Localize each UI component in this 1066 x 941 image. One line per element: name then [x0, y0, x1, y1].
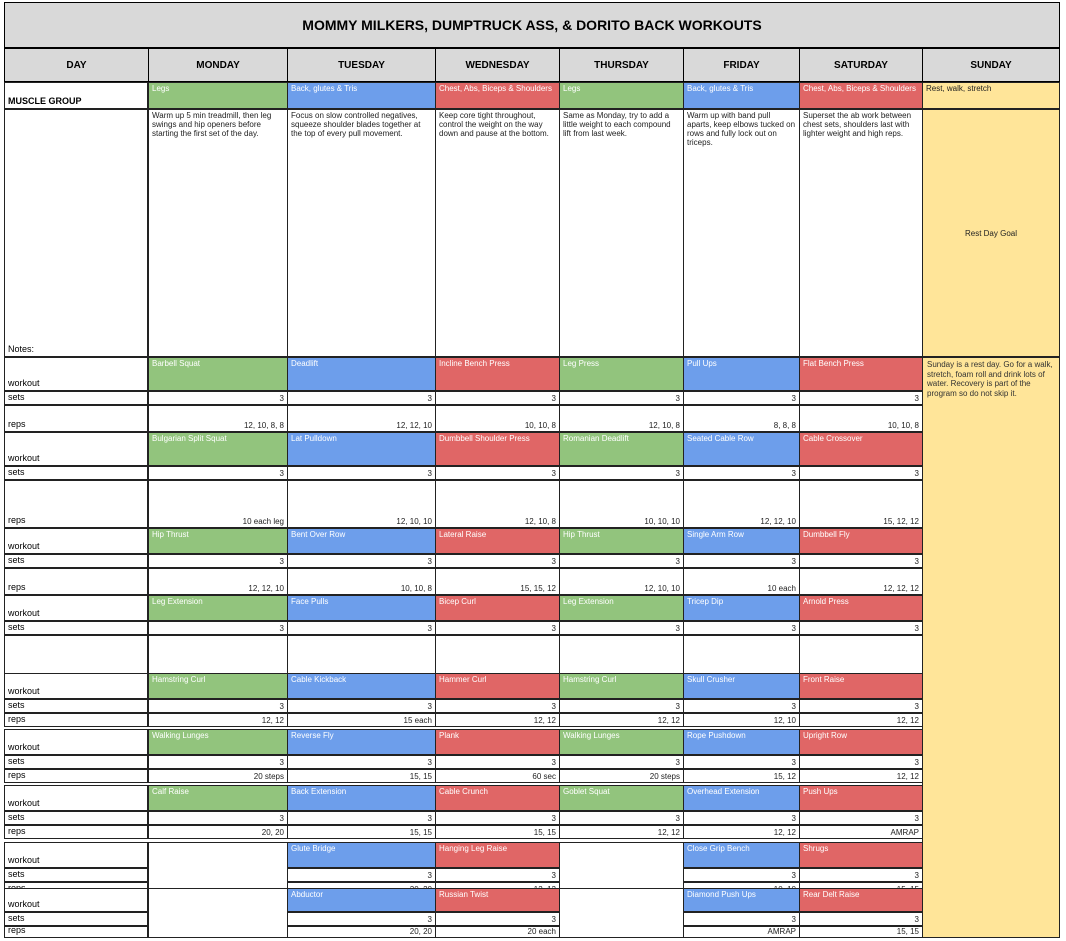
reps-friday[interactable]: 8, 8, 8 — [683, 405, 800, 432]
workout-tuesday[interactable]: Deadlift — [287, 357, 436, 391]
workout-saturday[interactable]: Flat Bench Press — [799, 357, 923, 391]
muscle-group-monday[interactable]: Legs — [148, 82, 288, 109]
muscle-group-friday[interactable]: Back, glutes & Tris — [683, 82, 800, 109]
workout-thursday[interactable]: Hip Thrust — [559, 528, 684, 554]
workout-wednesday[interactable]: Hanging Leg Raise — [435, 842, 560, 868]
sets-friday[interactable]: 3 — [683, 868, 800, 882]
sets-thursday[interactable]: 3 — [559, 699, 684, 713]
row-label-reps: reps — [4, 825, 148, 839]
sets-tuesday[interactable]: 3 — [287, 391, 436, 405]
row-label-notes: Notes: — [4, 109, 148, 357]
notes-tuesday[interactable]: Focus on slow controlled negatives, squeeze shoulder blades together at the top of every pull movement. — [287, 109, 436, 357]
workout-tuesday[interactable]: Face Pulls — [287, 595, 436, 621]
reps-thursday[interactable]: 20 steps — [559, 769, 684, 783]
row-label-reps: reps — [4, 713, 148, 727]
header-sunday: SUNDAY — [922, 48, 1060, 82]
muscle-group-sunday[interactable]: Rest, walk, stretch — [922, 82, 1060, 109]
sets-monday[interactable]: 3 — [148, 621, 288, 635]
reps-friday[interactable]: AMRAP — [683, 926, 800, 938]
row-label-reps: reps — [4, 769, 148, 783]
sets-thursday[interactable]: 3 — [559, 811, 684, 825]
sets-tuesday[interactable]: 3 — [287, 868, 436, 882]
row-label-workout: workout — [4, 673, 148, 699]
workout-friday[interactable]: Single Arm Row — [683, 528, 800, 554]
sets-friday[interactable]: 3 — [683, 912, 800, 926]
workout-saturday[interactable]: Push Ups — [799, 785, 923, 811]
empty-cell-thursday — [559, 888, 684, 938]
row-label-sets: sets — [4, 755, 148, 769]
workout-monday[interactable]: Hip Thrust — [148, 528, 288, 554]
workout-thursday[interactable]: Romanian Deadlift — [559, 432, 684, 466]
workout-wednesday[interactable]: Incline Bench Press — [435, 357, 560, 391]
muscle-group-wednesday[interactable]: Chest, Abs, Biceps & Shoulders — [435, 82, 560, 109]
workout-tuesday[interactable]: Abductor — [287, 888, 436, 912]
sets-saturday[interactable]: 3 — [799, 554, 923, 568]
header-tuesday: TUESDAY — [287, 48, 436, 82]
sets-saturday[interactable]: 3 — [799, 811, 923, 825]
row-label-sets: sets — [4, 391, 148, 405]
reps-wednesday[interactable]: 12, 10, 8 — [435, 480, 560, 528]
reps-friday[interactable]: 12, 10 — [683, 713, 800, 727]
muscle-group-saturday[interactable]: Chest, Abs, Biceps & Shoulders — [799, 82, 923, 109]
sets-saturday[interactable]: 3 — [799, 466, 923, 480]
reps-saturday[interactable]: 12, 12, 12 — [799, 568, 923, 595]
sets-wednesday[interactable]: 3 — [435, 912, 560, 926]
reps-monday[interactable]: 10 each leg — [148, 480, 288, 528]
workout-thursday[interactable]: Leg Extension — [559, 595, 684, 621]
workout-monday[interactable]: Leg Extension — [148, 595, 288, 621]
workout-friday[interactable]: Rope Pushdown — [683, 729, 800, 755]
reps-thursday[interactable]: 10, 10, 10 — [559, 480, 684, 528]
sets-friday[interactable]: 3 — [683, 554, 800, 568]
muscle-group-thursday[interactable]: Legs — [559, 82, 684, 109]
reps-monday[interactable]: 20 steps — [148, 769, 288, 783]
workout-wednesday[interactable]: Plank — [435, 729, 560, 755]
reps-wednesday[interactable]: 60 sec — [435, 769, 560, 783]
sets-friday[interactable]: 3 — [683, 699, 800, 713]
workout-thursday[interactable]: Goblet Squat — [559, 785, 684, 811]
workout-saturday[interactable]: Arnold Press — [799, 595, 923, 621]
header-thursday: THURSDAY — [559, 48, 684, 82]
workout-wednesday[interactable]: Russian Twist — [435, 888, 560, 912]
workout-saturday[interactable]: Cable Crossover — [799, 432, 923, 466]
workout-tuesday[interactable]: Lat Pulldown — [287, 432, 436, 466]
reps-monday[interactable]: 12, 10, 8, 8 — [148, 405, 288, 432]
reps-tuesday[interactable]: 12, 12, 10 — [287, 405, 436, 432]
workout-tuesday[interactable]: Glute Bridge — [287, 842, 436, 868]
row-label-reps: reps — [4, 568, 148, 595]
workout-friday[interactable]: Diamond Push Ups — [683, 888, 800, 912]
notes-monday[interactable]: Warm up 5 min treadmill, then leg swings and hip openers before starting the first set of the day. — [148, 109, 288, 357]
sets-wednesday[interactable]: 3 — [435, 554, 560, 568]
sets-wednesday[interactable]: 3 — [435, 699, 560, 713]
notes-wednesday[interactable]: Keep core tight throughout, control the weight on the way down and pause at the bottom. — [435, 109, 560, 357]
workout-wednesday[interactable]: Hammer Curl — [435, 673, 560, 699]
notes-saturday[interactable]: Superset the ab work between chest sets, shoulders last with lighter weight and high reps. — [799, 109, 923, 357]
workout-monday[interactable]: Hamstring Curl — [148, 673, 288, 699]
reps-monday[interactable]: 12, 12, 10 — [148, 568, 288, 595]
reps-saturday[interactable]: 12, 12 — [799, 713, 923, 727]
sets-monday[interactable]: 3 — [148, 811, 288, 825]
header-monday: MONDAY — [148, 48, 288, 82]
row-label-sets: sets — [4, 466, 148, 480]
reps-saturday[interactable]: 15, 15 — [799, 926, 923, 938]
sets-friday[interactable]: 3 — [683, 466, 800, 480]
row-label-workout: workout — [4, 729, 148, 755]
sets-wednesday[interactable]: 3 — [435, 466, 560, 480]
workout-friday[interactable]: Overhead Extension — [683, 785, 800, 811]
reps-thursday[interactable]: 12, 12 — [559, 825, 684, 839]
sets-thursday[interactable]: 3 — [559, 621, 684, 635]
workout-friday[interactable]: Skull Crusher — [683, 673, 800, 699]
workout-friday[interactable]: Seated Cable Row — [683, 432, 800, 466]
sets-wednesday[interactable]: 3 — [435, 391, 560, 405]
workout-saturday[interactable]: Upright Row — [799, 729, 923, 755]
sets-tuesday[interactable]: 3 — [287, 466, 436, 480]
workout-saturday[interactable]: Front Raise — [799, 673, 923, 699]
row-label-sets: sets — [4, 868, 148, 882]
reps-wednesday[interactable]: 15, 15 — [435, 825, 560, 839]
reps-tuesday[interactable]: 15, 15 — [287, 825, 436, 839]
sets-wednesday[interactable]: 3 — [435, 621, 560, 635]
sets-wednesday[interactable]: 3 — [435, 868, 560, 882]
reps-monday[interactable]: 20, 20 — [148, 825, 288, 839]
workout-monday[interactable]: Walking Lunges — [148, 729, 288, 755]
sunday-rest-goal[interactable]: Rest Day Goal — [922, 109, 1060, 357]
sets-tuesday[interactable]: 3 — [287, 912, 436, 926]
empty-cell-monday — [148, 888, 288, 938]
reps-tuesday[interactable]: 12, 10, 10 — [287, 480, 436, 528]
reps-friday[interactable]: 15, 12 — [683, 769, 800, 783]
sets-friday[interactable]: 3 — [683, 811, 800, 825]
sets-saturday[interactable]: 3 — [799, 621, 923, 635]
workout-tuesday[interactable]: Bent Over Row — [287, 528, 436, 554]
sets-thursday[interactable]: 3 — [559, 466, 684, 480]
sets-monday[interactable]: 3 — [148, 391, 288, 405]
sets-thursday[interactable]: 3 — [559, 554, 684, 568]
reps-thursday[interactable]: 12, 10, 8 — [559, 405, 684, 432]
sets-friday[interactable]: 3 — [683, 755, 800, 769]
workout-sheet — [4, 2, 1060, 938]
workout-thursday[interactable]: Hamstring Curl — [559, 673, 684, 699]
workout-thursday[interactable]: Leg Press — [559, 357, 684, 391]
reps-wednesday[interactable]: 20 each — [435, 926, 560, 938]
workout-wednesday[interactable]: Dumbbell Shoulder Press — [435, 432, 560, 466]
reps-friday[interactable]: 12, 12 — [683, 825, 800, 839]
workout-saturday[interactable]: Dumbbell Fly — [799, 528, 923, 554]
header-wednesday: WEDNESDAY — [435, 48, 560, 82]
row-label-sets: sets — [4, 554, 148, 568]
workout-tuesday[interactable]: Back Extension — [287, 785, 436, 811]
row-label-workout: workout — [4, 595, 148, 621]
sets-saturday[interactable]: 3 — [799, 699, 923, 713]
sets-monday[interactable]: 3 — [148, 554, 288, 568]
reps-wednesday[interactable]: 12, 12 — [435, 713, 560, 727]
workout-tuesday[interactable]: Reverse Fly — [287, 729, 436, 755]
reps-wednesday[interactable]: 10, 10, 8 — [435, 405, 560, 432]
row-label-workout: workout — [4, 357, 148, 391]
sets-monday[interactable]: 3 — [148, 755, 288, 769]
sets-tuesday[interactable]: 3 — [287, 755, 436, 769]
reps-friday[interactable]: 10 each — [683, 568, 800, 595]
reps-tuesday[interactable]: 15, 15 — [287, 769, 436, 783]
sets-friday[interactable]: 3 — [683, 621, 800, 635]
workout-monday[interactable]: Bulgarian Split Squat — [148, 432, 288, 466]
row-label-sets: sets — [4, 699, 148, 713]
sets-wednesday[interactable]: 3 — [435, 811, 560, 825]
sets-thursday[interactable]: 3 — [559, 391, 684, 405]
workout-friday[interactable]: Tricep Dip — [683, 595, 800, 621]
header-saturday: SATURDAY — [799, 48, 923, 82]
reps-saturday[interactable]: 15, 12, 12 — [799, 480, 923, 528]
sets-monday[interactable]: 3 — [148, 699, 288, 713]
sets-tuesday[interactable]: 3 — [287, 699, 436, 713]
notes-thursday[interactable]: Same as Monday, try to add a little weight to each compound lift from last week. — [559, 109, 684, 357]
workout-saturday[interactable]: Rear Delt Raise — [799, 888, 923, 912]
header-friday: FRIDAY — [683, 48, 800, 82]
reps-tuesday[interactable]: 15 each — [287, 713, 436, 727]
reps-saturday[interactable]: 10, 10, 8 — [799, 405, 923, 432]
sets-monday[interactable]: 3 — [148, 466, 288, 480]
sunday-notes[interactable]: Sunday is a rest day. Go for a walk, stretch, foam roll and drink lots of water. Recovery is part of the program so do not skip it. — [922, 357, 1060, 938]
sets-saturday[interactable]: 3 — [799, 391, 923, 405]
row-label-reps: reps — [4, 480, 148, 528]
sets-saturday[interactable]: 3 — [799, 912, 923, 926]
sets-tuesday[interactable]: 3 — [287, 554, 436, 568]
reps-thursday[interactable]: 12, 10, 10 — [559, 568, 684, 595]
notes-friday[interactable]: Warm up with band pull aparts, keep elbows tucked on rows and fully lock out on triceps. — [683, 109, 800, 357]
reps-saturday[interactable]: 12, 12 — [799, 769, 923, 783]
workout-thursday[interactable]: Walking Lunges — [559, 729, 684, 755]
row-label-sets: sets — [4, 912, 148, 926]
workout-monday[interactable]: Calf Raise — [148, 785, 288, 811]
reps-friday[interactable]: 12, 12, 10 — [683, 480, 800, 528]
workout-wednesday[interactable]: Lateral Raise — [435, 528, 560, 554]
sets-wednesday[interactable]: 3 — [435, 755, 560, 769]
sets-friday[interactable]: 3 — [683, 391, 800, 405]
reps-monday[interactable]: 12, 12 — [148, 713, 288, 727]
reps-tuesday[interactable]: 10, 10, 8 — [287, 568, 436, 595]
row-label-muscle-group: MUSCLE GROUP — [4, 82, 148, 109]
workout-friday[interactable]: Pull Ups — [683, 357, 800, 391]
reps-saturday[interactable]: AMRAP — [799, 825, 923, 839]
workout-wednesday[interactable]: Cable Crunch — [435, 785, 560, 811]
workout-monday[interactable]: Barbell Squat — [148, 357, 288, 391]
sets-tuesday[interactable]: 3 — [287, 811, 436, 825]
sets-tuesday[interactable]: 3 — [287, 621, 436, 635]
row-label-workout: workout — [4, 842, 148, 868]
header-day: DAY — [4, 48, 149, 82]
row-label-reps: reps — [4, 405, 148, 432]
reps-wednesday[interactable]: 15, 15, 12 — [435, 568, 560, 595]
row-label-sets: sets — [4, 621, 148, 635]
workout-saturday[interactable]: Shrugs — [799, 842, 923, 868]
sets-thursday[interactable]: 3 — [559, 755, 684, 769]
row-label-reps: reps — [4, 926, 148, 938]
sets-saturday[interactable]: 3 — [799, 868, 923, 882]
workout-tuesday[interactable]: Cable Kickback — [287, 673, 436, 699]
workout-friday[interactable]: Close Grip Bench — [683, 842, 800, 868]
row-label-workout: workout — [4, 785, 148, 811]
muscle-group-tuesday[interactable]: Back, glutes & Tris — [287, 82, 436, 109]
sheet-title: MOMMY MILKERS, DUMPTRUCK ASS, & DORITO BACK WORKOUTS — [4, 2, 1060, 48]
row-label-workout: workout — [4, 432, 148, 466]
reps-thursday[interactable]: 12, 12 — [559, 713, 684, 727]
reps-tuesday[interactable]: 20, 20 — [287, 926, 436, 938]
row-label-workout: workout — [4, 528, 148, 554]
row-label-workout: workout — [4, 888, 148, 912]
sets-saturday[interactable]: 3 — [799, 755, 923, 769]
row-label-sets: sets — [4, 811, 148, 825]
workout-wednesday[interactable]: Bicep Curl — [435, 595, 560, 621]
